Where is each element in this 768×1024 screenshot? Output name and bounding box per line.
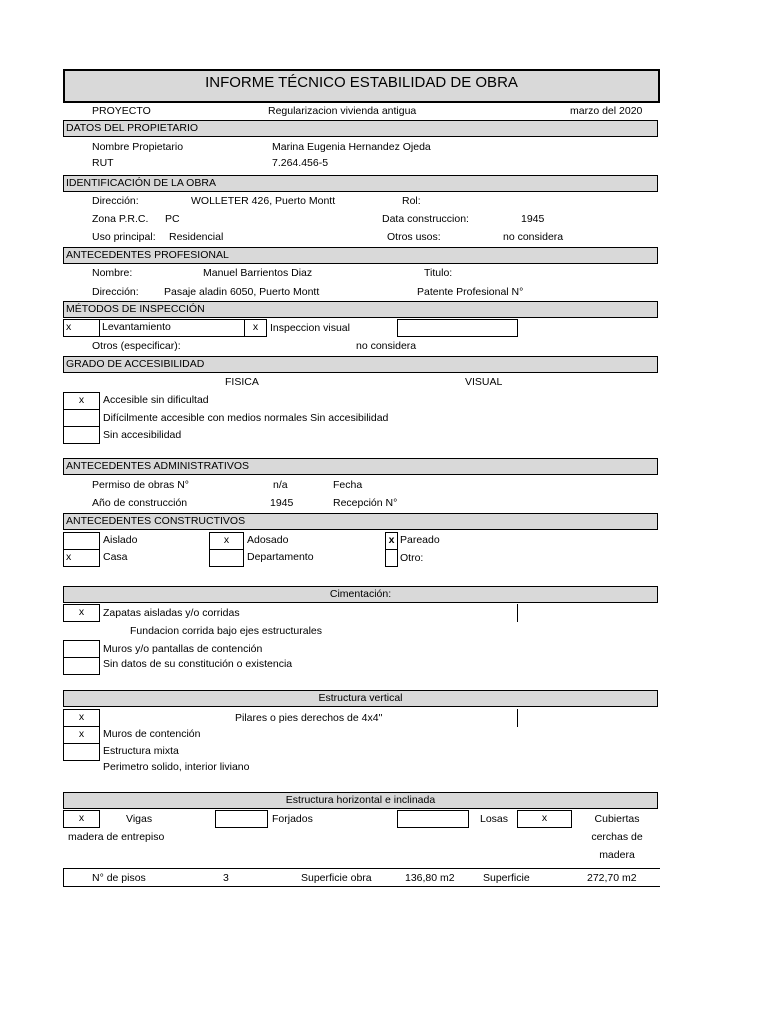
- departamento-label: Departamento: [247, 551, 314, 563]
- foundation-divider: [517, 604, 518, 622]
- admin-year: 1945: [270, 497, 294, 509]
- professional-name-label: Nombre:: [92, 267, 133, 279]
- vertical-divider: [517, 709, 518, 727]
- work-address-label: Dirección:: [92, 195, 139, 207]
- floors-value: 3: [223, 872, 229, 884]
- project-name: Regularizacion vivienda antigua: [268, 105, 417, 117]
- sup-obra-label: Superficie obra: [301, 872, 372, 884]
- foundation-checkbox-2[interactable]: [63, 640, 100, 658]
- admin-date-label: Fecha: [333, 479, 363, 491]
- vertical-note: Perimetro solido, interior liviano: [103, 761, 250, 773]
- foundation-checkbox-1[interactable]: x: [63, 604, 100, 622]
- sup-value: 272,70 m2: [587, 872, 637, 884]
- inspection-checkbox-1[interactable]: x: [63, 319, 100, 337]
- vertical-checkbox-3[interactable]: [63, 743, 100, 761]
- adosado-checkbox[interactable]: x: [209, 532, 244, 550]
- work-header: IDENTIFICACIÓN DE LA OBRA: [63, 175, 658, 192]
- owner-name-label: Nombre Propietario: [92, 141, 184, 153]
- pareado-label: Pareado: [400, 534, 440, 546]
- foundation-option-2: Muros y/o pantallas de contención: [103, 643, 263, 655]
- access-option-2: Difícilmente accesible con medios normales Sin accesibilidad: [103, 412, 389, 424]
- foundation-option-3: Sin datos de su constitución o existencia: [103, 658, 293, 670]
- owner-rut-label: RUT: [92, 157, 114, 169]
- vertical-header: Estructura vertical: [63, 690, 658, 707]
- constructive-header: ANTECEDENTES CONSTRUCTIVOS: [63, 513, 658, 530]
- aislado-checkbox[interactable]: [63, 532, 100, 550]
- work-build-year: 1945: [521, 213, 545, 225]
- vigas-checkbox[interactable]: x: [63, 810, 100, 828]
- otro-label: Otro:: [400, 552, 424, 564]
- owner-rut: 7.264.456-5: [272, 157, 329, 169]
- casa-checkbox[interactable]: x: [63, 549, 100, 567]
- work-zone-label: Zona P.R.C.: [92, 213, 149, 225]
- admin-year-label: Año de construcción: [92, 497, 188, 509]
- losas-checkbox[interactable]: [397, 810, 469, 828]
- departamento-checkbox[interactable]: [209, 549, 244, 567]
- work-address: WOLLETER 426, Puerto Montt: [191, 195, 336, 207]
- summary-bottom-line: [63, 886, 660, 887]
- cubiertas-checkbox[interactable]: x: [517, 810, 572, 828]
- forjados-label: Forjados: [272, 813, 313, 825]
- access-checkbox-2[interactable]: [63, 409, 100, 427]
- access-col-visual: VISUAL: [465, 376, 503, 388]
- foundation-option-1: Zapatas aisladas y/o corridas: [103, 607, 240, 619]
- pareado-checkbox[interactable]: x: [385, 532, 398, 550]
- admin-permit-label: Permiso de obras N°: [92, 479, 189, 491]
- project-date: marzo del 2020: [570, 105, 643, 117]
- work-zone: PC: [165, 213, 180, 225]
- cubiertas-note-1: cerchas de: [591, 831, 643, 843]
- vertical-option-1: Pilares o pies derechos de 4x4": [235, 712, 383, 724]
- foundation-header: Cimentación:: [63, 586, 658, 603]
- vertical-checkbox-2[interactable]: x: [63, 726, 100, 744]
- vertical-checkbox-1[interactable]: x: [63, 709, 100, 727]
- otro-checkbox[interactable]: [385, 549, 398, 567]
- adosado-label: Adosado: [247, 534, 289, 546]
- access-header: GRADO DE ACCESIBILIDAD: [63, 356, 658, 373]
- admin-reception-label: Recepción N°: [333, 497, 398, 509]
- access-checkbox-3[interactable]: [63, 426, 100, 444]
- floors-label: N° de pisos: [92, 872, 146, 884]
- owner-name: Marina Eugenia Hernandez Ojeda: [272, 141, 431, 153]
- vigas-note: madera de entrepiso: [68, 831, 165, 843]
- vigas-label: Vigas: [126, 813, 153, 825]
- inspection-header: MÉTODOS DE INSPECCIÓN: [63, 301, 658, 318]
- inspection-method-1: Levantamiento: [99, 319, 245, 337]
- losas-label: Losas: [480, 813, 509, 825]
- inspection-checkbox-2[interactable]: x: [244, 319, 267, 337]
- cubiertas-label: Cubiertas: [594, 813, 640, 825]
- work-other-use-label: Otros usos:: [387, 231, 441, 243]
- inspection-other-label: Otros (especificar):: [92, 340, 181, 352]
- access-option-1: Accesible sin dificultad: [103, 394, 209, 406]
- project-label: PROYECTO: [92, 105, 151, 117]
- summary-left-line: [63, 868, 64, 886]
- access-checkbox-1[interactable]: x: [63, 392, 100, 410]
- vertical-option-3: Estructura mixta: [103, 745, 179, 757]
- horizontal-header: Estructura horizontal e inclinada: [63, 792, 658, 809]
- work-other-use: no considera: [503, 231, 564, 243]
- professional-header: ANTECEDENTES PROFESIONAL: [63, 247, 658, 264]
- inspection-method-2: Inspeccion visual: [270, 322, 350, 334]
- access-col-fisica: FISICA: [225, 376, 259, 388]
- professional-address: Pasaje aladin 6050, Puerto Montt: [164, 286, 320, 298]
- professional-patent-label: Patente Profesional N°: [417, 286, 524, 298]
- admin-permit: n/a: [273, 479, 288, 491]
- aislado-label: Aislado: [103, 534, 138, 546]
- summary-top-line: [63, 868, 660, 869]
- foundation-checkbox-3[interactable]: [63, 657, 100, 675]
- foundation-note: Fundacion corrida bajo ejes estructurales: [130, 625, 323, 637]
- forjados-checkbox[interactable]: [215, 810, 268, 828]
- professional-name: Manuel Barrientos Diaz: [203, 267, 313, 279]
- work-build-label: Data construccion:: [382, 213, 469, 225]
- casa-label: Casa: [103, 551, 128, 563]
- professional-address-label: Dirección:: [92, 286, 139, 298]
- cubiertas-note-2: madera: [599, 849, 635, 861]
- inspection-other-box[interactable]: [397, 319, 518, 337]
- work-use: Residencial: [169, 231, 224, 243]
- report-title-box: [63, 69, 660, 103]
- work-rol-label: Rol:: [402, 195, 421, 207]
- report-title: INFORME TÉCNICO ESTABILIDAD DE OBRA: [205, 74, 518, 91]
- admin-header: ANTECEDENTES ADMINISTRATIVOS: [63, 458, 658, 475]
- inspection-other: no considera: [356, 340, 417, 352]
- owner-header: DATOS DEL PROPIETARIO: [63, 120, 658, 137]
- vertical-option-2: Muros de contención: [103, 728, 201, 740]
- work-use-label: Uso principal:: [92, 231, 156, 243]
- sup-label: Superficie: [483, 872, 530, 884]
- sup-obra-value: 136,80 m2: [405, 872, 455, 884]
- access-option-3: Sin accesibilidad: [103, 429, 182, 441]
- professional-title-label: Titulo:: [424, 267, 453, 279]
